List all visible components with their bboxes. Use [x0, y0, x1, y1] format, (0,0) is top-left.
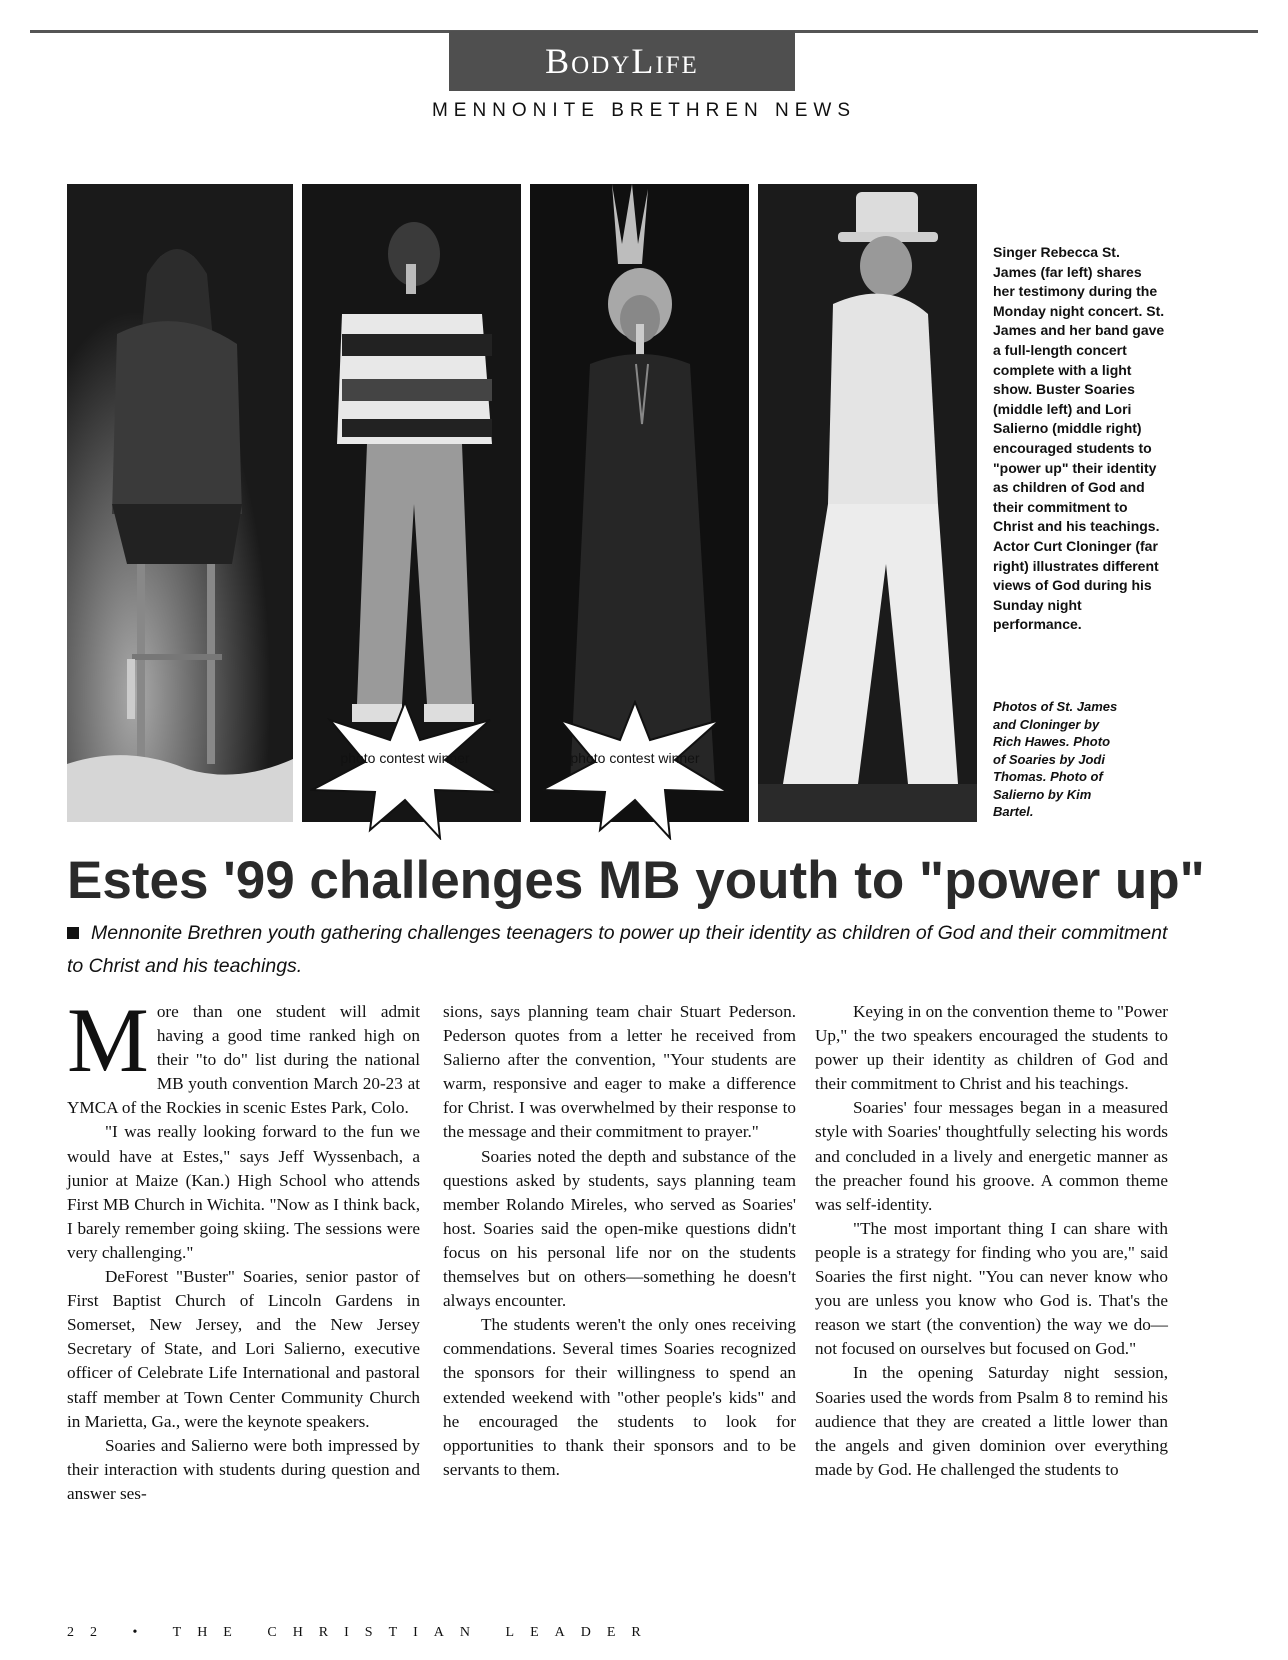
body-paragraph: DeForest "Buster" Soaries, senior pastor of First Baptist Church of Lincoln Gardens in Somerset, New Jersey, and the New Jersey Secretary of State, and Lori Salierno, executive officer of Celebrate Life International and pastoral staff member at Town Center Community Church in Marietta, Ga., were the keynote speakers.: [67, 1267, 420, 1431]
body-paragraph: Keying in on the convention theme to "Power Up," the two speakers encouraged the students to power up their identity as children of God and their commitment to Christ and his teachings.: [815, 1002, 1168, 1094]
section-subtitle: MENNONITE BRETHREN NEWS: [431, 100, 857, 121]
page-folio: 22 • THE CHRISTIAN LEADER: [67, 1625, 657, 1640]
body-paragraph: Soaries' four messages began in a measured style with Soaries' thoughtfully selecting his words and concluded in a lively and energetic manner as the preacher found his groove. A common theme was self-identity.: [815, 1098, 1168, 1214]
photo-contest-badge: [310, 700, 500, 840]
drop-cap: M: [67, 989, 149, 1091]
body-column-2: [443, 1000, 796, 1482]
section-masthead: BodyLife: [449, 31, 795, 91]
photo-actor-cloninger: [758, 184, 977, 822]
bullet-square-icon: [67, 927, 79, 939]
photo-singer: [67, 184, 293, 822]
body-paragraph: Soaries and Salierno were both impressed by their interaction with students during question and answer ses-: [67, 1435, 420, 1503]
article-deck: [67, 917, 1177, 983]
badge-text: photo contest winner: [570, 750, 700, 766]
paragraph-text: ore than one student will admit having a good time ranked high on their "to do" list during the national MB youth convention March 20-23 at YMCA of the Rockies in scenic Estes Park, Colo.: [67, 1002, 420, 1118]
body-paragraph: sions, says planning team chair Stuart Pederson. Pederson quotes from a letter he received from Salierno after the convention, "Your students are warm, responsive and eager to make a difference for Christ. I was overwhelmed by their response to the message and their commitment to prayer.": [443, 1002, 796, 1142]
body-paragraph: The students weren't the only ones receiving commendations. Several times Soaries recognized the sponsors for their willingness to spend an extended weekend with "other people's kids" and he encouraged the students to look for opportunities to thank their sponsors and to be servants to them.: [443, 1315, 796, 1479]
body-column-1: [67, 989, 420, 1506]
deck-text: Mennonite Brethren youth gathering challenges teenagers to power up their identity as children of God and their commitment to Christ and his teachings.: [67, 922, 1168, 977]
body-paragraph: "I was really looking forward to the fun we would have at Estes," says Jeff Wyssenbach, a junior at Maize (Kan.) High School who attends First MB Church in Wichita. "Now as I think back, I barely remember going skiing. The sessions were very challenging.": [67, 1122, 420, 1262]
photo-caption: Singer Rebecca St. James (far left) shares her testimony during the Monday night concert. St. James and her band gave a full-length concert complete with a light show. Buster Soaries (middle left) and Lori Salierno (middle right) encouraged students to "power up" their identity as children of God and their commitment to Christ and his teachings. Actor Curt Cloninger (far right) illustrates different views of God during his Sunday night performance.: [993, 244, 1165, 633]
badge-text: photo contest winner: [340, 750, 470, 766]
body-paragraph: Soaries noted the depth and substance of the questions asked by students, says planning team member Rolando Mireles, who served as Soaries' host. Soaries said the open-mike questions didn't focus on his personal life nor on the students themselves but on others—something he doesn't always encounter.: [443, 1146, 796, 1311]
photo-contest-badge: [540, 700, 730, 840]
body-paragraph: "The most important thing I can share with people is a strategy for finding who you are," said Soaries the first night. "You can never know who you are unless you know who God is. That's the reason we start (the convention) the way we do—not focused on ourselves but focused on God.": [815, 1218, 1168, 1359]
article-headline: Estes '99 challenges MB youth to "power up": [67, 851, 1205, 910]
body-column-3: [815, 1000, 1168, 1482]
body-paragraph: [67, 989, 420, 1120]
photo-credit: Photos of St. James and Cloninger by Rich Hawes. Photo of Soaries by Jodi Thomas. Photo of Salierno by Kim Bartel.: [993, 699, 1118, 819]
body-paragraph: In the opening Saturday night session, Soaries used the words from Psalm 8 to remind his audience that they are created a little lower than the angels and given dominion over everything made by God. He challenged the students to: [815, 1363, 1168, 1479]
